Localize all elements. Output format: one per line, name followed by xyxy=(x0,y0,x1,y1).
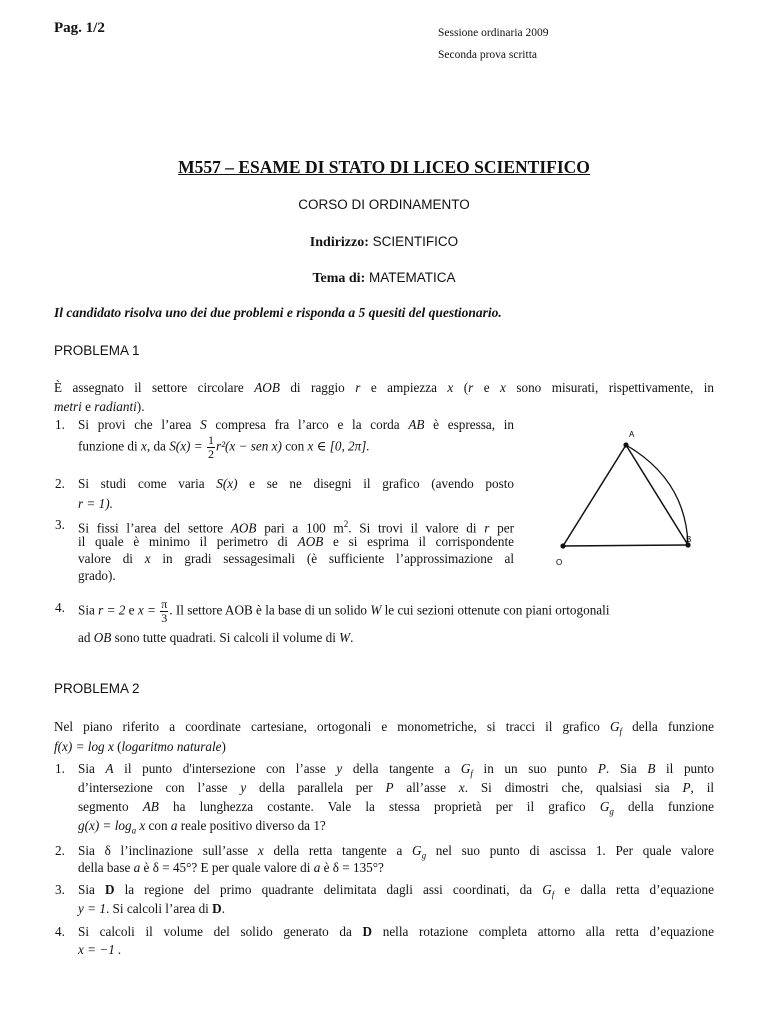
tema-value: MATEMATICA xyxy=(369,270,456,285)
fraction-one-half: $\frac{1}{2}$ xyxy=(207,433,214,461)
page-number: Pag. 1/2 xyxy=(54,20,105,36)
problema-1-heading: PROBLEMA 1 xyxy=(54,343,140,358)
point-a xyxy=(623,442,628,447)
session-info xyxy=(438,22,549,66)
fraction-pi-third: $\frac{\pi}{3}$ xyxy=(161,597,168,625)
label-b: B xyxy=(686,535,692,544)
problema-2-heading: PROBLEMA 2 xyxy=(54,681,140,696)
interval: x ∈ [0, 2π]. xyxy=(307,438,370,454)
problema-1-intro-line1: È assegnato il settore circolare AOB di raggio r e ampiezza x (r e x sono misurati, rispettivamente, in xyxy=(54,380,715,395)
problema-2-intro-line2: f(x) = log x (logaritmo naturale) xyxy=(54,739,226,754)
segment-oa xyxy=(563,445,626,546)
label-o: O xyxy=(556,558,563,567)
problema-1-intro-line2: metri e radianti). xyxy=(54,399,145,414)
indirizzo-value: SCIENTIFICO xyxy=(372,234,459,249)
point-o xyxy=(560,543,565,548)
tema-line xyxy=(0,270,768,287)
indirizzo-label: Indirizzo: xyxy=(309,235,369,250)
exam-part-text: Seconda prova scritta xyxy=(438,49,537,61)
tema-label: Tema di: xyxy=(312,271,366,286)
document-title: M557 – ESAME DI STATO DI LICEO SCIENTIFICO xyxy=(178,157,590,177)
chord-ab xyxy=(626,445,688,545)
session-text: Sessione ordinaria 2009 xyxy=(438,27,549,39)
problema-2-intro-line1: Nel piano riferito a coordinate cartesiane, ortogonali e monometriche, si tracci il grafico $G_f$ della funzione xyxy=(54,719,714,737)
segment-ob xyxy=(563,545,688,546)
sector-diagram xyxy=(528,420,718,575)
area-formula: S(x) = xyxy=(169,438,206,454)
label-a: A xyxy=(629,430,635,439)
course-line: CORSO DI ORDINAMENTO xyxy=(298,197,470,212)
indirizzo-line xyxy=(0,234,768,251)
instructions: Il candidato risolva uno dei due problemi e risponda a 5 quesiti del questionario. xyxy=(54,305,502,320)
